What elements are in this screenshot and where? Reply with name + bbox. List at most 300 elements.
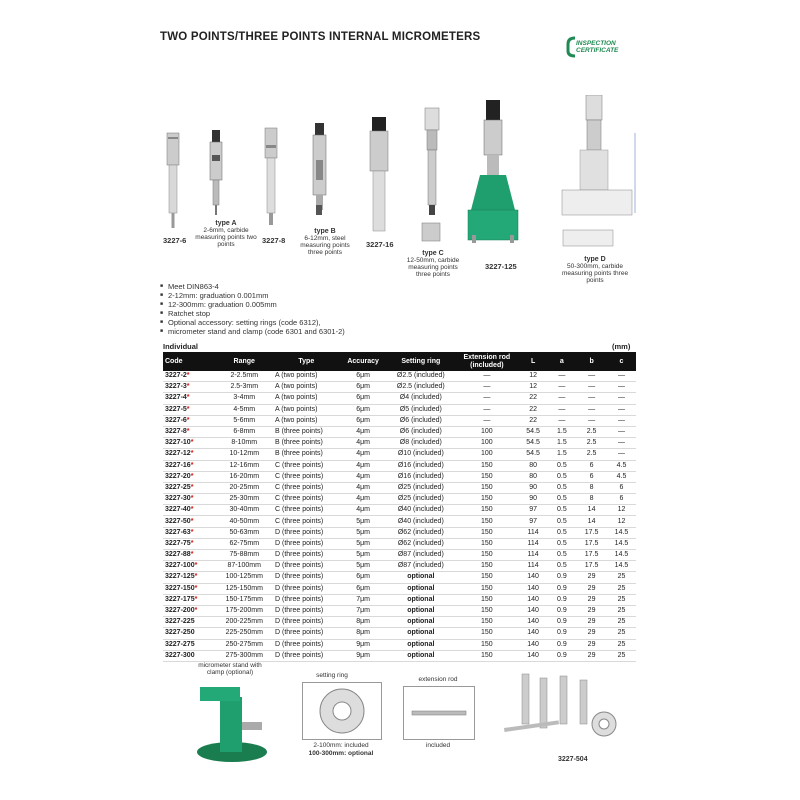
type-d-image xyxy=(562,95,635,246)
cell-code xyxy=(163,371,216,382)
feature-subitem: 12-300mm: graduation 0.005mm xyxy=(168,300,277,309)
cell-c: 25 xyxy=(607,572,636,583)
header-c: c xyxy=(607,352,636,371)
cell-code xyxy=(163,594,216,605)
cell-c: 25 xyxy=(607,639,636,650)
cell-a: 0.9 xyxy=(548,628,577,639)
cell-code xyxy=(163,449,216,460)
cell-l: 140 xyxy=(519,594,548,605)
cell-a: — xyxy=(548,382,577,393)
cell-code xyxy=(163,516,216,527)
code-text: 3227-16 xyxy=(165,461,191,469)
table-row xyxy=(163,572,636,583)
cell-range: 8-10mm xyxy=(216,438,274,449)
cell-code xyxy=(163,471,216,482)
table-row xyxy=(163,371,636,382)
star-mark: * xyxy=(186,428,190,436)
cell-range: 87-100mm xyxy=(216,561,274,572)
cell-code xyxy=(163,561,216,572)
header-extension-rod: Extension rod (included) xyxy=(455,352,519,371)
cell-l: 54.5 xyxy=(519,426,548,437)
cell-b: 29 xyxy=(576,617,607,628)
cell-b: — xyxy=(576,404,607,415)
cell-extension-rod: 150 xyxy=(455,516,519,527)
cell-code xyxy=(163,393,216,404)
cell-accuracy: 6μm xyxy=(340,415,387,426)
cell-type: C (three points) xyxy=(273,471,340,482)
cell-extension-rod: 150 xyxy=(455,617,519,628)
feature-item: ■ 2-12mm: graduation 0.001mm xyxy=(160,291,345,300)
cell-accuracy: 6μm xyxy=(340,371,387,382)
rod-note: included xyxy=(425,742,451,749)
feature-item xyxy=(160,327,345,336)
cell-c: 6 xyxy=(607,482,636,493)
cell-l: 140 xyxy=(519,605,548,616)
star-mark: * xyxy=(190,439,194,447)
cell-b: — xyxy=(576,371,607,382)
cell-accuracy: 7μm xyxy=(340,605,387,616)
cell-c: 4.5 xyxy=(607,471,636,482)
table-row xyxy=(163,628,636,639)
cell-b: 29 xyxy=(576,639,607,650)
cell-extension-rod: 150 xyxy=(455,572,519,583)
cell-range: 4-5mm xyxy=(216,404,274,415)
cell-extension-rod: 150 xyxy=(455,460,519,471)
type-a-label: type A xyxy=(215,220,237,227)
cell-extension-rod: — xyxy=(455,371,519,382)
code-text: 3227-63 xyxy=(165,528,191,536)
star-mark: * xyxy=(190,506,194,514)
cell-b: 17.5 xyxy=(576,561,607,572)
table-row xyxy=(163,471,636,482)
code-text: 3227-12 xyxy=(165,450,191,458)
cell-code xyxy=(163,650,216,661)
cell-type: A (two points) xyxy=(273,371,340,382)
cell-extension-rod: 150 xyxy=(455,561,519,572)
specifications-table xyxy=(163,352,636,662)
cell-setting-ring: Ø87 (included) xyxy=(387,561,455,572)
cell-type: D (three points) xyxy=(273,561,340,572)
cell-code xyxy=(163,538,216,549)
type-a-caption xyxy=(195,220,257,248)
header-range: Range xyxy=(216,352,274,371)
cell-b: 17.5 xyxy=(576,538,607,549)
cell-c: — xyxy=(607,404,636,415)
ring-caption: setting ring xyxy=(316,672,348,679)
code-text: 3227-175 xyxy=(165,595,195,603)
cell-accuracy: 9μm xyxy=(340,639,387,650)
cell-setting-ring: optional xyxy=(387,617,455,628)
cell-c: — xyxy=(607,438,636,449)
cell-accuracy: 4μm xyxy=(340,426,387,437)
cell-accuracy: 6μm xyxy=(340,382,387,393)
cell-range: 2-2.5mm xyxy=(216,371,274,382)
stand-caption: micrometer stand with clamp (optional) xyxy=(198,662,262,676)
type-b-image xyxy=(313,123,326,215)
cell-type: D (three points) xyxy=(273,572,340,583)
table-row xyxy=(163,404,636,415)
star-mark: * xyxy=(194,607,198,615)
cell-b: — xyxy=(576,382,607,393)
cell-l: 114 xyxy=(519,561,548,572)
cell-type: D (three points) xyxy=(273,617,340,628)
cell-l: 140 xyxy=(519,650,548,661)
cell-setting-ring: Ø4 (included) xyxy=(387,393,455,404)
header-setting-ring: Setting ring xyxy=(387,352,455,371)
header-a: a xyxy=(548,352,577,371)
cell-l: 140 xyxy=(519,583,548,594)
ring-note-2: 100-300mm: optional xyxy=(308,749,374,757)
cell-code xyxy=(163,527,216,538)
cell-code xyxy=(163,605,216,616)
cell-type: A (two points) xyxy=(273,393,340,404)
cell-a: 0.9 xyxy=(548,594,577,605)
feature-subitem: micrometer stand and clamp (code 6301 and 6301-2) xyxy=(168,327,345,336)
cell-a: 0.9 xyxy=(548,572,577,583)
code-3227-125: 3227-125 xyxy=(485,262,517,271)
cell-accuracy: 6μm xyxy=(340,404,387,415)
code-text: 3227-5 xyxy=(165,405,187,413)
cell-a: 1.5 xyxy=(548,449,577,460)
cell-c: 14.5 xyxy=(607,561,636,572)
cell-setting-ring: optional xyxy=(387,594,455,605)
cell-extension-rod: 150 xyxy=(455,594,519,605)
cell-code xyxy=(163,382,216,393)
table-unit: (mm) xyxy=(612,342,631,351)
cell-a: — xyxy=(548,371,577,382)
header-code: Code xyxy=(163,352,216,371)
cell-code xyxy=(163,572,216,583)
cell-l: 114 xyxy=(519,527,548,538)
cell-code xyxy=(163,438,216,449)
type-c-text: 12-50mm, carbide measuring points three points xyxy=(406,257,460,278)
cell-range: 275-300mm xyxy=(216,650,274,661)
rod-caption: extension rod xyxy=(418,676,458,683)
table-row xyxy=(163,594,636,605)
cell-setting-ring: optional xyxy=(387,650,455,661)
cell-b: 29 xyxy=(576,605,607,616)
cell-c: 14.5 xyxy=(607,538,636,549)
table-row xyxy=(163,561,636,572)
cell-extension-rod: 100 xyxy=(455,449,519,460)
cell-c: — xyxy=(607,382,636,393)
cell-extension-rod: — xyxy=(455,393,519,404)
cell-a: 0.5 xyxy=(548,538,577,549)
cell-accuracy: 7μm xyxy=(340,594,387,605)
cell-extension-rod: 150 xyxy=(455,471,519,482)
feature-item: ■ Meet DIN863-4 xyxy=(160,282,345,291)
header-b: b xyxy=(576,352,607,371)
cell-c: 25 xyxy=(607,594,636,605)
cell-b: 14 xyxy=(576,516,607,527)
code-text: 3227-75 xyxy=(165,539,191,547)
micrometer-3227-6-image xyxy=(167,133,179,228)
cell-extension-rod: 150 xyxy=(455,650,519,661)
cell-l: 97 xyxy=(519,505,548,516)
cell-a: — xyxy=(548,393,577,404)
cell-extension-rod: — xyxy=(455,382,519,393)
cell-setting-ring: optional xyxy=(387,572,455,583)
cell-b: 17.5 xyxy=(576,527,607,538)
star-mark: * xyxy=(190,461,194,469)
micrometer-set-image xyxy=(504,666,634,748)
cell-range: 40-50mm xyxy=(216,516,274,527)
star-mark: * xyxy=(194,562,198,570)
cell-a: 0.5 xyxy=(548,550,577,561)
cell-code xyxy=(163,415,216,426)
cell-c: 25 xyxy=(607,617,636,628)
type-b-label: type B xyxy=(314,228,336,235)
code-text: 3227-2 xyxy=(165,372,187,380)
cell-b: 29 xyxy=(576,594,607,605)
cell-l: 140 xyxy=(519,617,548,628)
table-row xyxy=(163,494,636,505)
cell-extension-rod: 150 xyxy=(455,605,519,616)
cell-a: 0.5 xyxy=(548,561,577,572)
cell-setting-ring: Ø62 (included) xyxy=(387,527,455,538)
star-mark: * xyxy=(186,416,190,424)
cell-c: 25 xyxy=(607,650,636,661)
cell-range: 225-250mm xyxy=(216,628,274,639)
star-mark: * xyxy=(186,394,190,402)
setting-ring-image xyxy=(302,682,382,740)
code-text: 3227-25 xyxy=(165,483,191,491)
code-text: 3227-50 xyxy=(165,517,191,525)
cell-setting-ring: Ø16 (included) xyxy=(387,471,455,482)
code-text: 3227-225 xyxy=(165,618,195,626)
cell-b: 8 xyxy=(576,494,607,505)
cell-range: 100-125mm xyxy=(216,572,274,583)
cell-range: 25-30mm xyxy=(216,494,274,505)
cell-a: 0.5 xyxy=(548,505,577,516)
feature-item: ■ Optional accessory: setting rings (code 6312), xyxy=(160,318,345,327)
code-text: 3227-100 xyxy=(165,562,195,570)
code-3227-6: 3227-6 xyxy=(163,236,187,245)
cell-type: D (three points) xyxy=(273,628,340,639)
star-mark: * xyxy=(190,551,194,559)
cell-type: D (three points) xyxy=(273,639,340,650)
table-row xyxy=(163,605,636,616)
cell-a: 1.5 xyxy=(548,438,577,449)
cell-a: 0.5 xyxy=(548,527,577,538)
star-mark: * xyxy=(194,595,198,603)
cell-accuracy: 9μm xyxy=(340,650,387,661)
cell-l: 54.5 xyxy=(519,449,548,460)
cell-extension-rod: 150 xyxy=(455,550,519,561)
header-accuracy: Accuracy xyxy=(340,352,387,371)
cell-l: 90 xyxy=(519,494,548,505)
cell-l: 12 xyxy=(519,371,548,382)
cell-extension-rod: — xyxy=(455,404,519,415)
cell-range: 200-225mm xyxy=(216,617,274,628)
cell-type: B (three points) xyxy=(273,449,340,460)
cell-setting-ring: optional xyxy=(387,628,455,639)
cell-l: 12 xyxy=(519,382,548,393)
inspection-certificate-logo xyxy=(566,36,638,58)
code-text: 3227-300 xyxy=(165,651,195,659)
star-mark: * xyxy=(190,472,194,480)
cell-b: 29 xyxy=(576,583,607,594)
cell-accuracy: 5μm xyxy=(340,516,387,527)
star-mark: * xyxy=(186,383,190,391)
cell-setting-ring: optional xyxy=(387,605,455,616)
cell-type: C (three points) xyxy=(273,482,340,493)
cell-extension-rod: 150 xyxy=(455,494,519,505)
page-title: TWO POINTS/THREE POINTS INTERNAL MICROMETERS xyxy=(160,31,481,43)
cell-range: 62-75mm xyxy=(216,538,274,549)
cell-a: 1.5 xyxy=(548,426,577,437)
cell-extension-rod: 150 xyxy=(455,538,519,549)
cell-type: D (three points) xyxy=(273,527,340,538)
logo-line-1: INSPECTION xyxy=(576,40,616,47)
cell-extension-rod: 150 xyxy=(455,527,519,538)
cell-type: B (three points) xyxy=(273,426,340,437)
set-code: 3227-504 xyxy=(558,756,588,763)
extension-rod-image xyxy=(403,686,475,740)
code-text: 3227-275 xyxy=(165,640,195,648)
star-mark: * xyxy=(190,539,194,547)
table-row xyxy=(163,482,636,493)
cell-type: B (three points) xyxy=(273,438,340,449)
cell-l: 22 xyxy=(519,393,548,404)
code-text: 3227-125 xyxy=(165,573,195,581)
code-text: 3227-250 xyxy=(165,629,195,637)
cell-c: — xyxy=(607,371,636,382)
cell-setting-ring: Ø2.5 (included) xyxy=(387,371,455,382)
table-row xyxy=(163,639,636,650)
code-text: 3227-10 xyxy=(165,439,191,447)
cell-type: C (three points) xyxy=(273,494,340,505)
cell-b: 17.5 xyxy=(576,550,607,561)
cell-code xyxy=(163,639,216,650)
header-type: Type xyxy=(273,352,340,371)
cell-c: 25 xyxy=(607,628,636,639)
cell-l: 140 xyxy=(519,639,548,650)
cell-accuracy: 6μm xyxy=(340,572,387,583)
code-text: 3227-3 xyxy=(165,383,187,391)
cell-setting-ring: Ø25 (included) xyxy=(387,494,455,505)
cell-a: 0.9 xyxy=(548,583,577,594)
table-row xyxy=(163,438,636,449)
cell-code xyxy=(163,505,216,516)
table-header-row xyxy=(163,352,636,371)
type-a-image xyxy=(210,130,222,215)
cell-range: 75-88mm xyxy=(216,550,274,561)
cell-range: 12-16mm xyxy=(216,460,274,471)
cell-range: 175-200mm xyxy=(216,605,274,616)
cell-extension-rod: 100 xyxy=(455,438,519,449)
cell-code xyxy=(163,482,216,493)
table-row xyxy=(163,650,636,661)
cell-accuracy: 5μm xyxy=(340,527,387,538)
cell-b: — xyxy=(576,415,607,426)
code-text: 3227-4 xyxy=(165,394,187,402)
cell-c: — xyxy=(607,415,636,426)
cell-c: — xyxy=(607,449,636,460)
cell-setting-ring: Ø2.5 (included) xyxy=(387,382,455,393)
cell-accuracy: 6μm xyxy=(340,393,387,404)
cell-b: 6 xyxy=(576,471,607,482)
cell-c: 12 xyxy=(607,505,636,516)
cell-a: 0.5 xyxy=(548,482,577,493)
cell-accuracy: 4μm xyxy=(340,471,387,482)
table-row xyxy=(163,460,636,471)
cell-setting-ring: optional xyxy=(387,583,455,594)
cell-accuracy: 4μm xyxy=(340,449,387,460)
cell-setting-ring: Ø87 (included) xyxy=(387,550,455,561)
cell-b: 8 xyxy=(576,482,607,493)
micrometer-3227-16-image xyxy=(370,117,388,231)
cell-type: D (three points) xyxy=(273,594,340,605)
cell-range: 20-25mm xyxy=(216,482,274,493)
star-mark: * xyxy=(190,450,194,458)
cell-type: C (three points) xyxy=(273,516,340,527)
cell-setting-ring: Ø40 (included) xyxy=(387,505,455,516)
cell-range: 50-63mm xyxy=(216,527,274,538)
code-3227-8: 3227-8 xyxy=(262,236,286,245)
micrometer-3227-125-image xyxy=(468,100,518,243)
code-text: 3227-40 xyxy=(165,506,191,514)
cell-range: 2.5-3mm xyxy=(216,382,274,393)
cell-c: — xyxy=(607,426,636,437)
type-c-label: type C xyxy=(422,250,444,257)
code-text: 3227-30 xyxy=(165,495,191,503)
cell-accuracy: 4μm xyxy=(340,494,387,505)
cell-c: 14.5 xyxy=(607,550,636,561)
table-row xyxy=(163,617,636,628)
cell-b: 29 xyxy=(576,572,607,583)
cell-accuracy: 5μm xyxy=(340,538,387,549)
cell-setting-ring: Ø5 (included) xyxy=(387,404,455,415)
cell-range: 125-150mm xyxy=(216,583,274,594)
table-row xyxy=(163,527,636,538)
feature-item: ■ Ratchet stop xyxy=(160,309,345,318)
cell-accuracy: 4μm xyxy=(340,460,387,471)
cell-code xyxy=(163,460,216,471)
table-row xyxy=(163,583,636,594)
cell-accuracy: 5μm xyxy=(340,561,387,572)
cell-extension-rod: 150 xyxy=(455,505,519,516)
star-mark: * xyxy=(190,495,194,503)
cell-c: 12 xyxy=(607,516,636,527)
cell-range: 3-4mm xyxy=(216,393,274,404)
cell-a: 0.5 xyxy=(548,471,577,482)
feature-item xyxy=(160,300,345,309)
cell-setting-ring: optional xyxy=(387,639,455,650)
cell-l: 140 xyxy=(519,572,548,583)
star-mark: * xyxy=(190,483,194,491)
code-text: 3227-20 xyxy=(165,472,191,480)
cell-b: 14 xyxy=(576,505,607,516)
cell-a: 0.9 xyxy=(548,617,577,628)
type-d-label: type D xyxy=(584,256,606,263)
table-row xyxy=(163,449,636,460)
cell-setting-ring: Ø6 (included) xyxy=(387,415,455,426)
cell-extension-rod: 150 xyxy=(455,628,519,639)
features-list xyxy=(160,282,345,336)
cell-range: 150-175mm xyxy=(216,594,274,605)
star-mark: * xyxy=(194,573,198,581)
cell-l: 90 xyxy=(519,482,548,493)
header-l: L xyxy=(519,352,548,371)
cell-code xyxy=(163,583,216,594)
type-b-text: 6-12mm, steel measuring points three points xyxy=(300,235,350,256)
cell-code xyxy=(163,617,216,628)
table-row xyxy=(163,382,636,393)
cell-range: 30-40mm xyxy=(216,505,274,516)
cell-c: 4.5 xyxy=(607,460,636,471)
cell-type: D (three points) xyxy=(273,550,340,561)
